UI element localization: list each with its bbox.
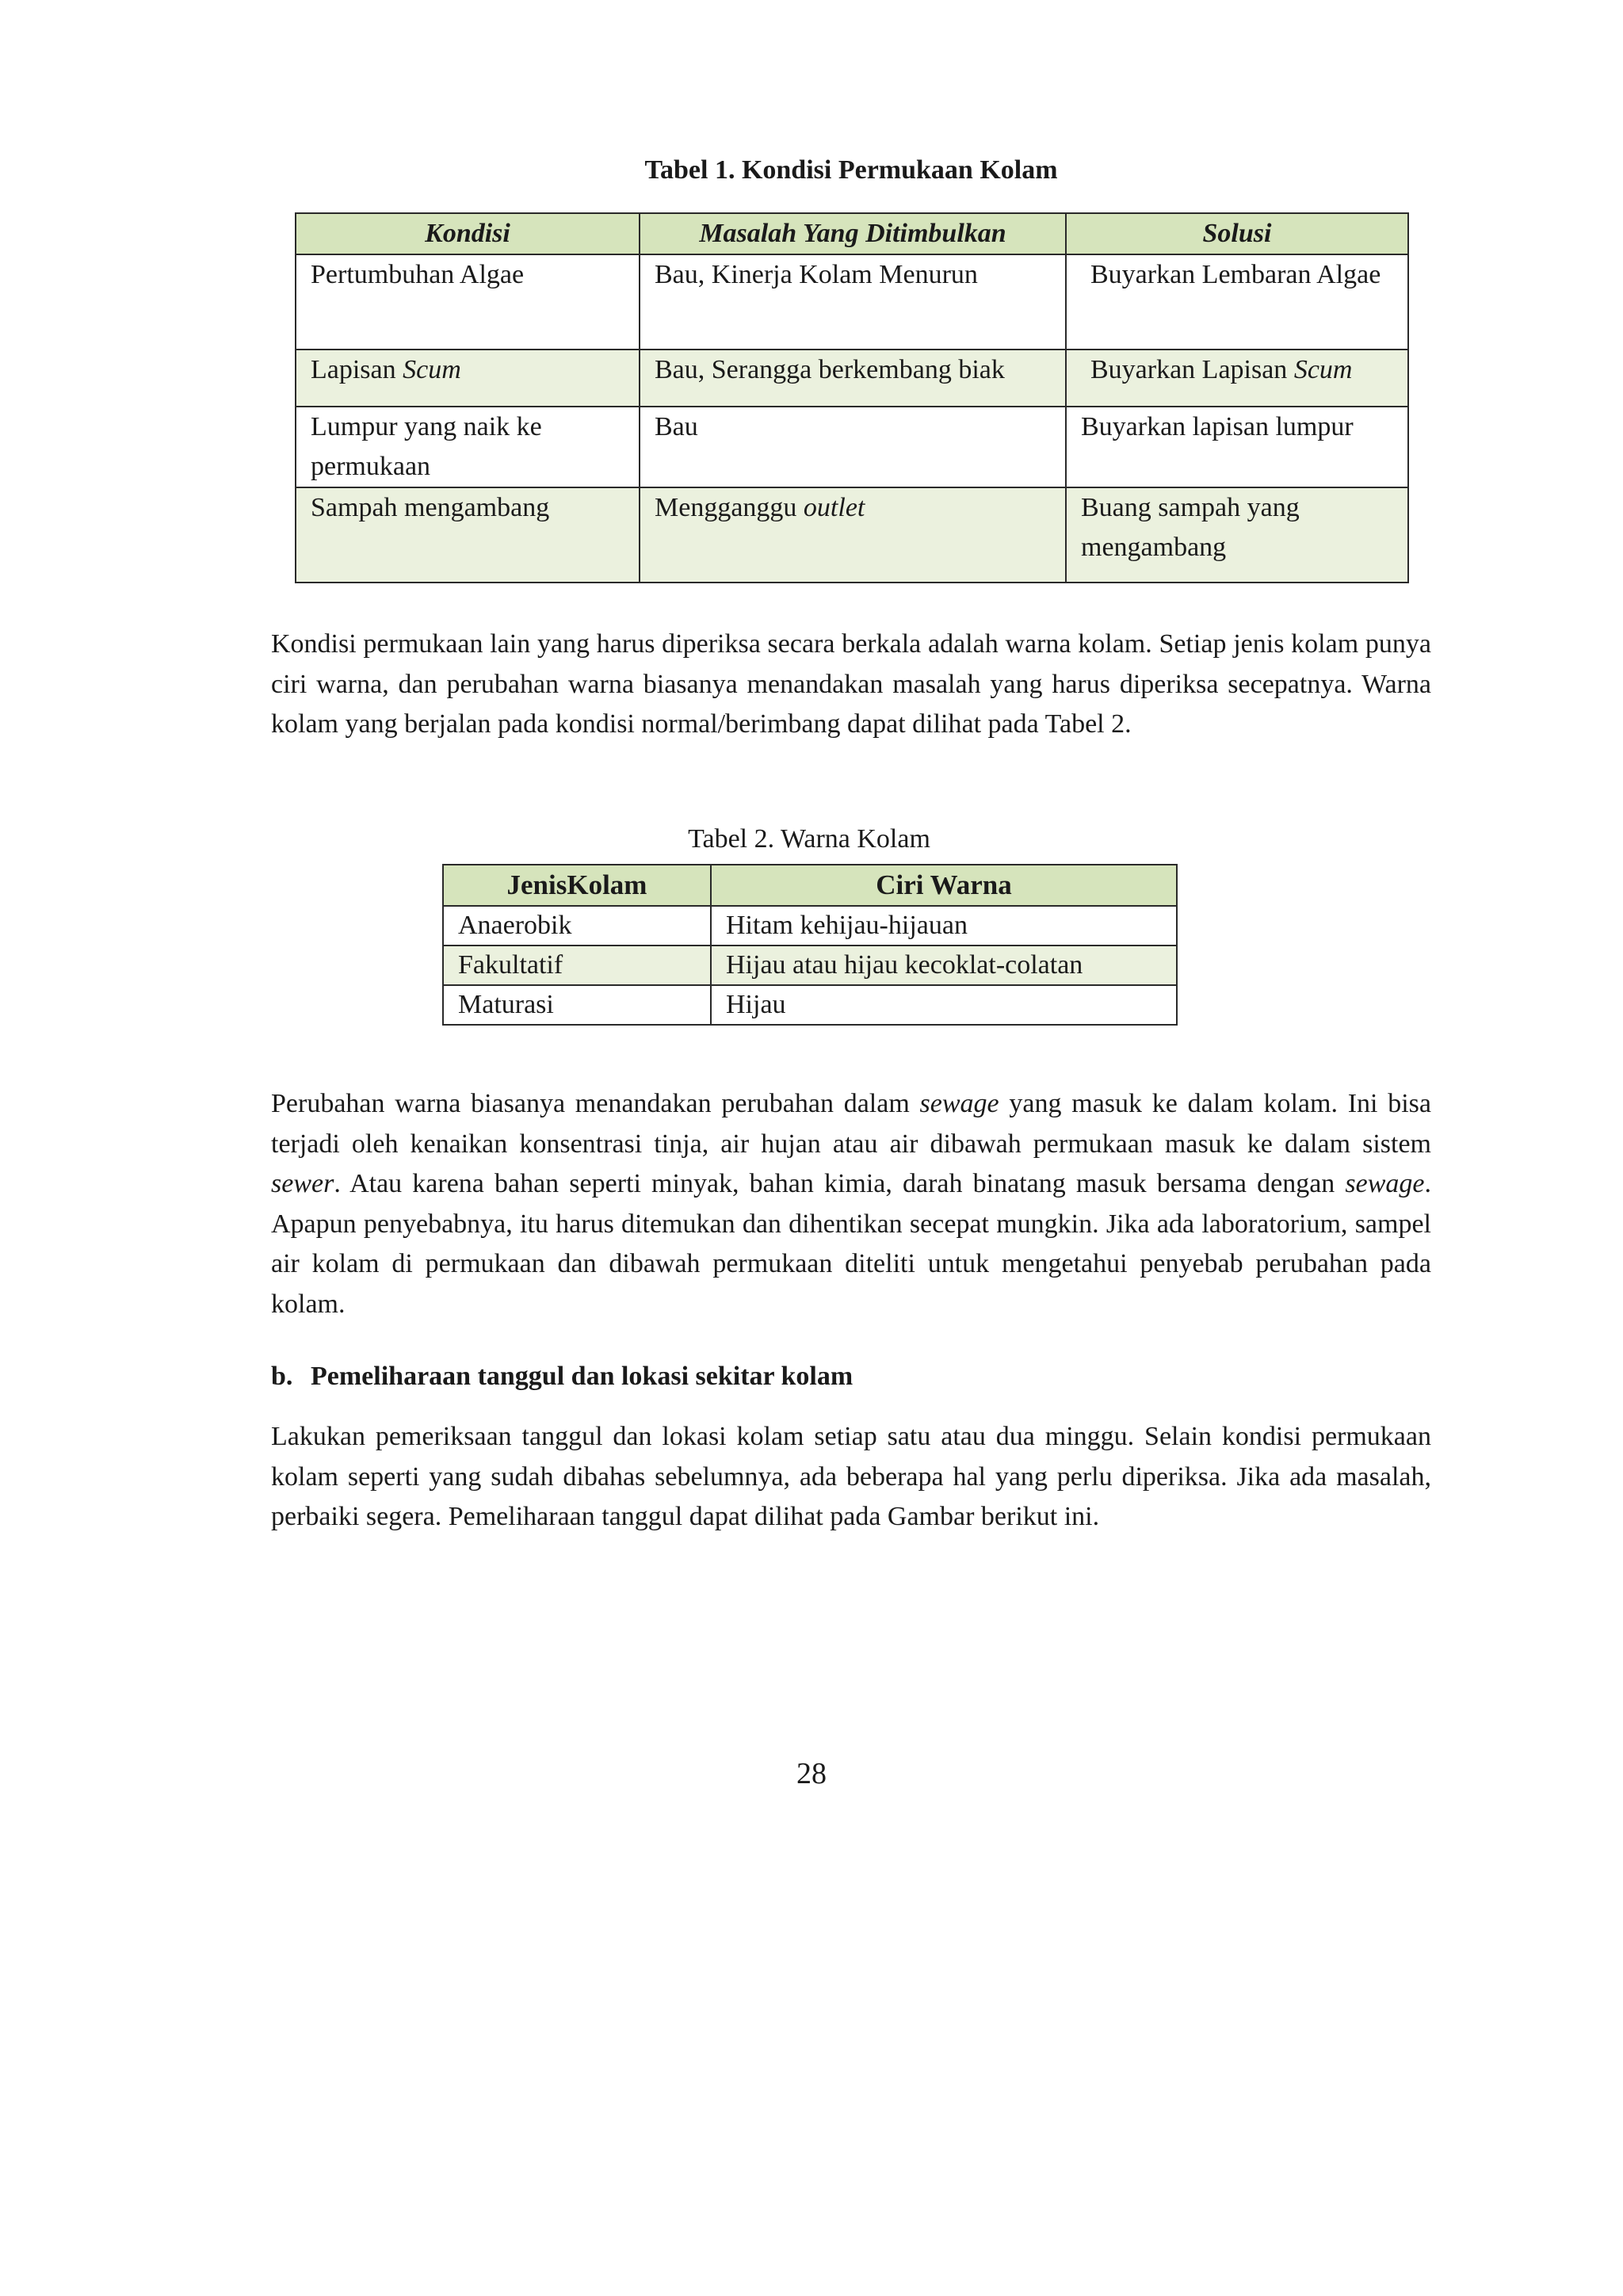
table2-cell-warna: Hitam kehijau-hijauan xyxy=(711,906,1177,946)
table1-cell-solusi: Buyarkan lapisan lumpur xyxy=(1066,407,1408,487)
table1-header-row xyxy=(296,213,1408,254)
text-run: . Apapun penyebabnya, itu harus ditemukan dan dihentikan secepat mungkin. Jika ada laboratorium, sampel air kolam di permukaan dan dibawah permukaan diteliti untuk mengetahui penyebab perubahan pada kolam. xyxy=(271,1169,1431,1319)
table1-caption: Tabel 1. Kondisi Permukaan Kolam xyxy=(644,155,1058,185)
text-run: Perubahan warna biasanya menandakan perubahan dalam xyxy=(271,1089,920,1118)
table-row xyxy=(443,985,1177,1025)
cell-text: Buyarkan Lapisan xyxy=(1090,355,1288,384)
table1-cell-solusi: Buang sampah yang mengambang xyxy=(1066,487,1408,583)
table2-header-warna: Ciri Warna xyxy=(711,865,1177,906)
table-row xyxy=(296,407,1408,487)
page-number: 28 xyxy=(796,1757,827,1790)
table1-cell-kondisi: Sampah mengambang xyxy=(296,487,640,583)
section-title: Pemeliharaan tanggul dan lokasi sekitar kolam xyxy=(311,1362,854,1391)
paragraph-perubahan-warna xyxy=(271,1084,1431,1324)
table-row xyxy=(296,350,1408,407)
section-number: b. xyxy=(271,1362,293,1391)
table1-cell-masalah: Bau, Kinerja Kolam Menurun xyxy=(640,254,1066,350)
table2-cell-jenis: Maturasi xyxy=(443,985,711,1025)
table2-caption: Tabel 2. Warna Kolam xyxy=(688,824,930,854)
cell-emphasis: Scum xyxy=(403,355,461,384)
cell-text: Lapisan xyxy=(311,355,396,384)
table2-cell-jenis: Fakultatif xyxy=(443,946,711,985)
table1-cell-solusi xyxy=(1066,350,1408,407)
table1-kondisi-permukaan xyxy=(295,212,1409,583)
table2-cell-warna: Hijau xyxy=(711,985,1177,1025)
table2-cell-jenis: Anaerobik xyxy=(443,906,711,946)
table-row xyxy=(443,906,1177,946)
paragraph-warna-kolam: Kondisi permukaan lain yang harus diperiksa secara berkala adalah warna kolam. Setiap jenis kolam punya ciri warna, dan perubahan warna biasanya menandakan masalah yang harus diperiksa secepatnya. Warna kolam yang berjalan pada kondisi normal/berimbang dapat dilihat pada Tabel 2. xyxy=(271,629,1431,739)
table-row xyxy=(296,487,1408,583)
table1-header-solusi: Solusi xyxy=(1066,213,1408,254)
table1-cell-kondisi: Pertumbuhan Algae xyxy=(296,254,640,350)
emphasis-sewer: sewer xyxy=(271,1169,334,1198)
emphasis-sewage: sewage xyxy=(1345,1169,1425,1198)
table1-cell-masalah: Bau xyxy=(640,407,1066,487)
table1-cell-kondisi: Lumpur yang naik ke permukaan xyxy=(296,407,640,487)
emphasis-sewage: sewage xyxy=(919,1089,999,1118)
table1-header-kondisi: Kondisi xyxy=(296,213,640,254)
table1-cell-masalah xyxy=(640,487,1066,583)
table-row xyxy=(443,946,1177,985)
table1-cell-kondisi xyxy=(296,350,640,407)
table1-cell-masalah: Bau, Serangga berkembang biak xyxy=(640,350,1066,407)
table-row xyxy=(296,254,1408,350)
table2-warna-kolam xyxy=(442,864,1178,1026)
cell-emphasis: Scum xyxy=(1293,355,1353,384)
table1-cell-solusi: Buyarkan Lembaran Algae xyxy=(1066,254,1408,350)
table2-header-jenis: JenisKolam xyxy=(443,865,711,906)
cell-text: Mengganggu xyxy=(655,493,797,522)
text-run: yang masuk ke dalam kolam. Ini bisa terjadi oleh kenaikan konsentrasi tinja, air hujan atau air dibawah permukaan masuk ke dalam sistem xyxy=(271,1089,1431,1159)
table2-header-row xyxy=(443,865,1177,906)
table1-header-masalah: Masalah Yang Ditimbulkan xyxy=(640,213,1066,254)
cell-emphasis: outlet xyxy=(803,493,865,522)
table2-cell-warna: Hijau atau hijau kecoklat-colatan xyxy=(711,946,1177,985)
section-heading-b xyxy=(271,1362,853,1392)
paragraph-pemeriksaan-tanggul: Lakukan pemeriksaan tanggul dan lokasi kolam setiap satu atau dua minggu. Selain kondisi permukaan kolam seperti yang sudah dibahas sebelumnya, ada beberapa hal yang perlu diperiksa. Jika ada masalah, perbaiki segera. Pemeliharaan tanggul dapat dilihat pada Gambar berikut ini. xyxy=(271,1422,1431,1531)
text-run: . Atau karena bahan seperti minyak, bahan kimia, darah binatang masuk bersama dengan xyxy=(334,1169,1346,1198)
